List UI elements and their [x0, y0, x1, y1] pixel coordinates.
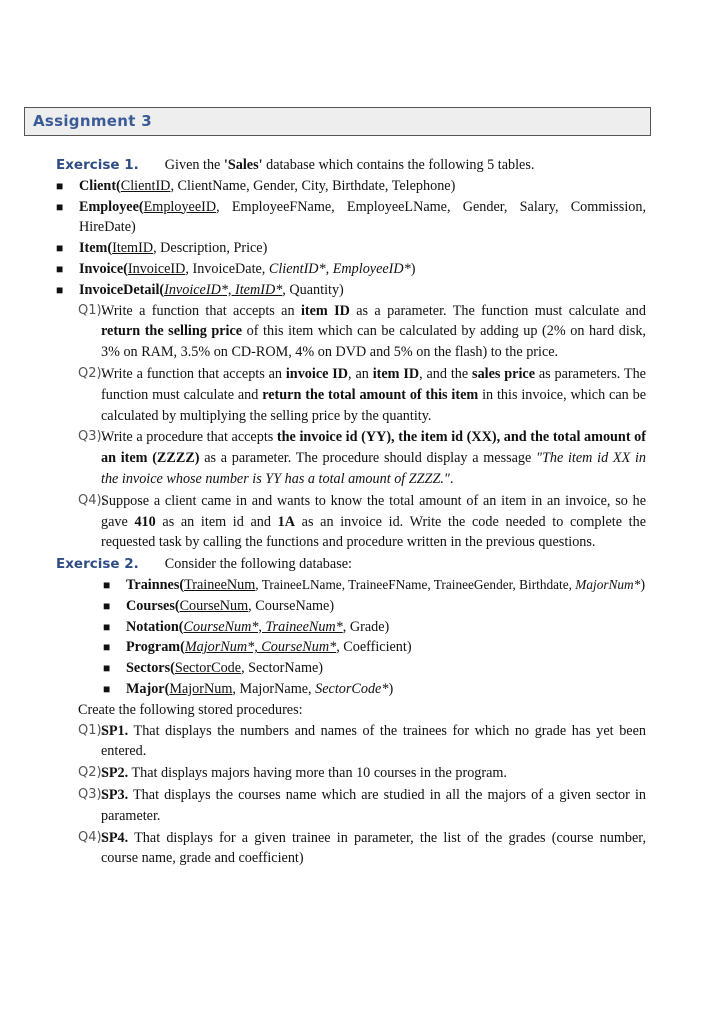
question-text: of this item which can be calculated by adding up (2% on hard disk, 3% on RAM, 3.5% on CD-ROM, 4% on DVD and 5% on the flash) to the price.: [101, 323, 646, 361]
question-text: as an item id and: [155, 513, 278, 530]
table-item-sectors: [103, 658, 646, 679]
primary-key: MajorNum: [169, 680, 233, 697]
bullet-icon: ■: [56, 241, 64, 256]
table-columns: , Description, Price): [153, 240, 268, 257]
question-label: Q1).: [78, 302, 106, 318]
question-text: .: [449, 470, 454, 487]
table-columns-end: ): [388, 680, 394, 697]
procedure-name: SP3.: [101, 786, 129, 803]
question-text: That displays majors having more than 10 courses in the program.: [128, 765, 507, 782]
table-item-trainnes: [103, 575, 646, 596]
question-text: That displays for a given trainee in parameter, the list of the grades (course number, course name, grade and coefficient): [101, 829, 646, 867]
table-name: Sectors(: [126, 660, 175, 677]
table-name: Employee(: [79, 198, 144, 215]
question-emphasis: sales price: [472, 365, 536, 382]
question-label: Q4).: [78, 829, 106, 845]
exercise-1-heading: [56, 155, 646, 176]
foreign-keys: ClientID*, EmployeeID*: [268, 260, 411, 277]
question-text: Write a function that accepts an: [101, 302, 301, 319]
question-emphasis: item ID: [372, 365, 420, 382]
exercise-1-question-3: [56, 427, 646, 489]
table-item-invoicedetail: [56, 280, 646, 301]
question-text: Suppose a client came in and wants to know the total amount of an item in an invoice, so he gave: [101, 492, 646, 530]
table-name: Client(: [79, 177, 121, 194]
database-name: 'Sales': [223, 157, 263, 173]
exercise-2-intro: Consider the following database:: [164, 556, 352, 573]
table-item-client: [56, 176, 646, 197]
question-text: as a parameter. The function must calculate and: [349, 302, 646, 319]
exercise-2-question-3: [56, 785, 646, 827]
primary-key: EmployeeID: [143, 198, 217, 215]
exercise-2-question-4: [56, 828, 646, 870]
exercise-2-table-list: [103, 575, 646, 700]
document-content: [56, 155, 646, 870]
bullet-icon: ■: [103, 640, 111, 655]
procedure-name: SP4.: [101, 829, 129, 846]
question-label: Q3).: [78, 429, 106, 445]
bullet-icon: ■: [103, 577, 111, 592]
bullet-icon: ■: [56, 261, 64, 276]
table-name: Trainnes(: [126, 576, 185, 593]
question-text: , an: [348, 365, 373, 382]
table-columns: , CourseName): [248, 597, 335, 614]
exercise-2-label: Exercise 2.: [56, 556, 139, 573]
foreign-keys: MajorNum*: [575, 576, 641, 592]
exercise-2-question-1: [56, 721, 646, 763]
table-name: Courses(: [126, 597, 180, 614]
exercise-1-question-1: [56, 301, 646, 363]
bullet-icon: ■: [103, 619, 111, 634]
table-name: Item(: [79, 240, 113, 257]
question-emphasis: 410: [134, 513, 156, 530]
create-procedures-line: Create the following stored procedures:: [78, 701, 303, 718]
intro-text: database which contains the following 5 tables.: [262, 157, 535, 173]
table-columns: , MajorName,: [232, 680, 316, 697]
assignment-header: [24, 107, 651, 136]
primary-key: MajorNum*, CourseNum*: [184, 639, 337, 656]
question-text: as a parameter. The procedure should display a message: [199, 450, 537, 467]
question-text: Write a function that accepts an: [101, 365, 286, 382]
exercise-1-table-list: [56, 176, 646, 301]
exercise-1-label: Exercise 1.: [56, 157, 139, 173]
question-label: Q3).: [78, 786, 106, 802]
question-label: Q1).: [78, 722, 106, 738]
primary-key: ClientID: [120, 177, 171, 194]
question-emphasis: 1A: [277, 513, 296, 530]
table-columns: , SectorName): [241, 660, 324, 677]
table-item-courses: [103, 596, 646, 617]
bullet-icon: ■: [56, 282, 64, 297]
table-item-major: [103, 679, 646, 700]
table-item-item: [56, 238, 646, 259]
question-emphasis: the invoice id (YY), the item id (XX), and the total amount of an item (ZZZZ): [101, 429, 646, 467]
table-name: InvoiceDetail(: [79, 281, 165, 298]
table-columns-end: ): [640, 576, 646, 593]
question-label: Q4).: [78, 492, 106, 508]
procedure-name: SP2.: [101, 765, 129, 782]
foreign-keys: SectorCode*: [315, 680, 389, 697]
table-name: Invoice(: [79, 260, 128, 277]
table-columns: , Grade): [342, 618, 390, 635]
question-text: as parameters. The function must calculate and: [101, 365, 646, 403]
bullet-icon: ■: [56, 199, 64, 214]
question-text: Write a procedure that accepts: [101, 429, 277, 446]
question-text: as an invoice id. Write the code needed to complete the requested task by calling the functions and procedure written in the previous questions.: [101, 513, 646, 551]
question-text: , and the: [419, 365, 473, 382]
exercise-1-intro: [165, 157, 535, 173]
table-columns: , Quantity): [282, 281, 344, 298]
table-columns: , ClientName, Gender, City, Birthdate, Telephone): [170, 177, 456, 194]
assignment-title: Assignment 3: [33, 112, 152, 130]
intro-text: Given the: [164, 157, 224, 173]
question-text: in this invoice, which can be calculated by multiplying the selling price by the quantity.: [101, 386, 646, 424]
table-columns: , EmployeeFName, EmployeeLName, Gender, Salary, Commission, HireDate): [79, 198, 646, 236]
table-name: Notation(: [126, 618, 184, 635]
question-emphasis: return the total amount of this item: [262, 386, 479, 403]
table-columns: , Coefficient): [336, 639, 412, 656]
bullet-icon: ■: [103, 661, 111, 676]
primary-key: TraineeNum: [184, 576, 256, 593]
bullet-icon: ■: [103, 681, 111, 696]
question-label: Q2).: [78, 365, 106, 381]
question-label: Q2).: [78, 765, 106, 781]
bullet-icon: ■: [56, 178, 64, 193]
exercise-2-heading: [56, 554, 646, 575]
question-text: That displays the numbers and names of the trainees for which no grade has yet been entered.: [101, 722, 646, 760]
primary-key: SectorCode: [174, 660, 242, 677]
table-columns: , InvoiceDate,: [185, 260, 269, 277]
question-emphasis: return the selling price: [101, 323, 243, 340]
primary-key: InvoiceID: [127, 260, 186, 277]
question-quote: "The item id XX in the invoice whose number is YY has a total amount of ZZZZ.": [101, 450, 646, 487]
bullet-icon: ■: [103, 598, 111, 613]
table-columns-end: ): [410, 260, 416, 277]
question-emphasis: item ID: [300, 302, 350, 319]
question-text: That displays the courses name which are studied in all the majors of a given sector in parameter.: [101, 786, 646, 824]
table-item-notation: [103, 617, 646, 638]
exercise-2-question-2: [56, 763, 646, 784]
primary-key: InvoiceID*, ItemID*: [164, 281, 283, 298]
question-emphasis: invoice ID: [285, 365, 349, 382]
table-columns: , TraineeLName, TraineeFName, TraineeGender, Birthdate,: [255, 576, 576, 592]
table-item-program: [103, 637, 646, 658]
exercise-1-question-2: [56, 364, 646, 426]
primary-key: CourseNum: [179, 597, 249, 614]
procedure-name: SP1.: [101, 722, 129, 739]
table-item-invoice: [56, 259, 646, 280]
primary-key: ItemID: [112, 240, 154, 257]
table-name: Major(: [126, 680, 170, 697]
table-name: Program(: [126, 639, 185, 656]
table-item-employee: [56, 197, 646, 239]
primary-key: CourseNum*, TraineeNum*: [183, 618, 343, 635]
exercise-1-question-4: [56, 491, 646, 553]
